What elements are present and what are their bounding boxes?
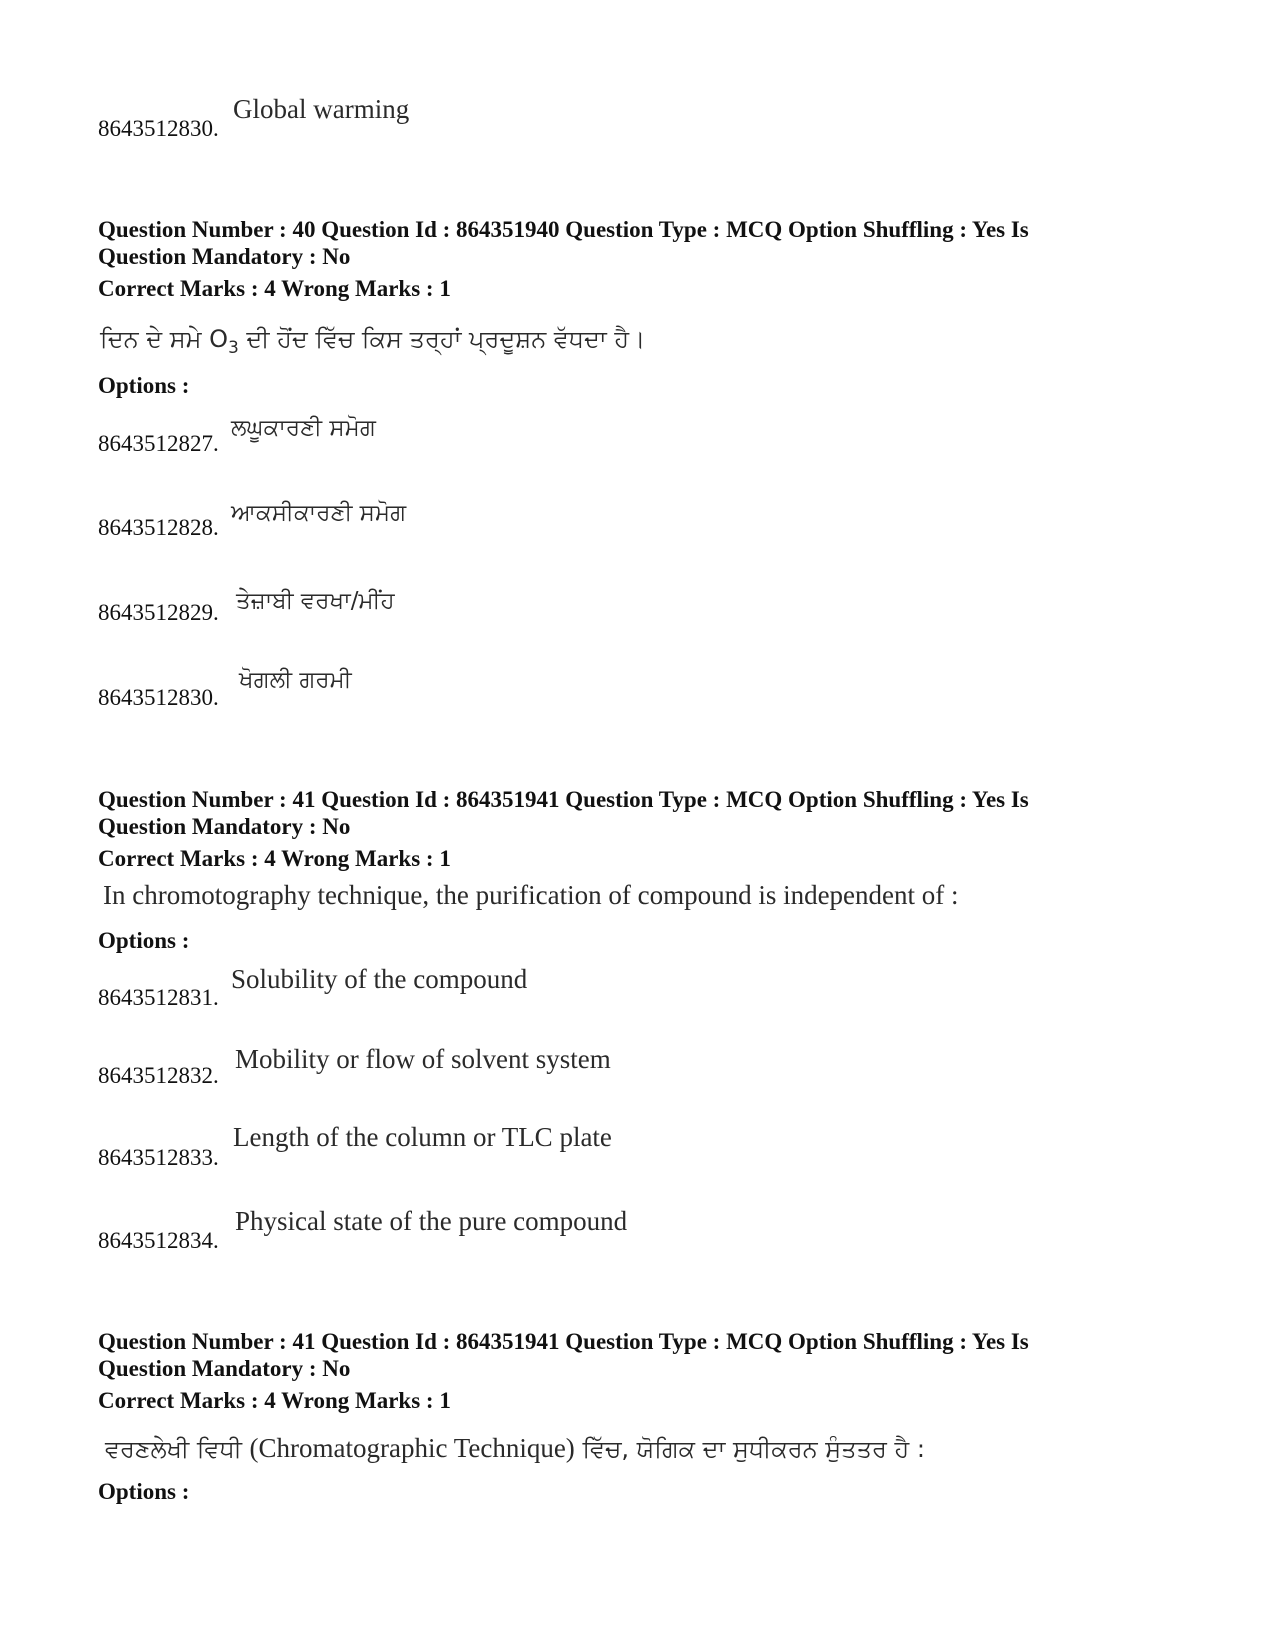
option-text: Length of the column or TLC plate xyxy=(233,1122,612,1152)
question-text-part: ਵਿੱਚ, ਯੋਗਿਕ ਦਾ ਸੁਧੀਕਰਨ ਸੁੰਤਤਰ ਹੈ : xyxy=(574,1435,925,1463)
question-text-part: ਦੀ ਹੋਂਦ ਵਿੱਚ ਕਿਸ ਤਰ੍ਹਾਂ ਪ੍ਰਦੂਸ਼ਨ ਵੱਧਦਾ ਹੈ। xyxy=(238,325,646,353)
question-meta: Question Number : 41 Question Id : 864351941 Question Type : MCQ Option Shuffling : Yes Is xyxy=(98,1329,1029,1354)
option-id: 8643512833. xyxy=(98,1145,219,1170)
option-id: 8643512834. xyxy=(98,1228,219,1253)
option-text: Physical state of the pure compound xyxy=(235,1206,628,1236)
question-meta: Question Number : 40 Question Id : 864351940 Question Type : MCQ Option Shuffling : Yes Is xyxy=(98,217,1029,242)
question-marks: Correct Marks : 4 Wrong Marks : 1 xyxy=(98,1388,451,1413)
question-text xyxy=(100,325,645,357)
option-text: Solubility of the compound xyxy=(231,964,528,994)
option-id: 8643512830. xyxy=(98,116,219,141)
option-id: 8643512830. xyxy=(98,685,219,710)
option-text: Mobility or flow of solvent system xyxy=(235,1044,611,1074)
option-id: 8643512829. xyxy=(98,600,219,625)
question-text-part: (Chromatographic Technique) xyxy=(249,1433,575,1463)
options-label: Options : xyxy=(98,373,190,398)
question-meta-mandatory: Question Mandatory : No xyxy=(98,814,351,839)
options-label: Options : xyxy=(98,1479,190,1504)
ozone-subscript: 3 xyxy=(228,336,239,357)
option-text: ਲਘੂਕਾਰਣੀ ਸਮੋਗ xyxy=(231,415,376,441)
question-text-part: ਵਰਣਲੇਖੀ ਵਿਧੀ xyxy=(105,1435,250,1463)
option-text: Global warming xyxy=(233,94,410,124)
option-text: ਆਕਸੀਕਾਰਣੀ ਸਮੋਗ xyxy=(231,500,407,526)
option-id: 8643512827. xyxy=(98,431,219,456)
question-meta-mandatory: Question Mandatory : No xyxy=(98,1356,351,1381)
option-id: 8643512832. xyxy=(98,1063,219,1088)
option-text: ਤੇਜ਼ਾਬੀ ਵਰਖਾ/ਮੀਂਹ xyxy=(236,588,395,614)
option-id: 8643512831. xyxy=(98,985,219,1010)
question-text xyxy=(105,1433,925,1464)
options-label: Options : xyxy=(98,928,190,953)
question-meta: Question Number : 41 Question Id : 864351941 Question Type : MCQ Option Shuffling : Yes Is xyxy=(98,787,1029,812)
question-text-part: ਦਿਨ ਦੇ ਸਮੇ O xyxy=(100,325,229,353)
question-meta-mandatory: Question Mandatory : No xyxy=(98,244,351,269)
option-id: 8643512828. xyxy=(98,515,219,540)
question-marks: Correct Marks : 4 Wrong Marks : 1 xyxy=(98,846,451,871)
option-text: ਖੋਗਲੀ ਗਰਮੀ xyxy=(239,667,352,693)
question-text: In chromotography technique, the purification of compound is independent of : xyxy=(103,880,959,910)
question-marks: Correct Marks : 4 Wrong Marks : 1 xyxy=(98,276,451,301)
